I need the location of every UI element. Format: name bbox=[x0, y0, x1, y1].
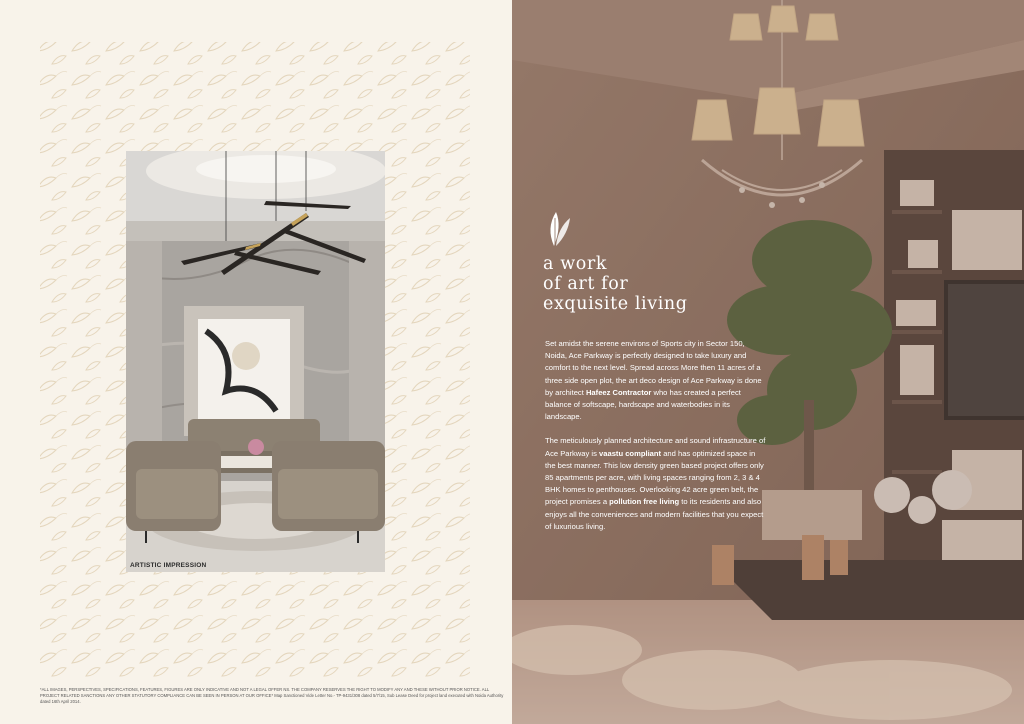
artistic-impression-caption: ARTISTIC IMPRESSION bbox=[130, 562, 207, 569]
architect-name: Hafeez Contractor bbox=[585, 387, 652, 397]
paragraph-2: The meticulously planned architecture and sound infrastructure of Ace Parkway is vaastu compliant and has optimized space in the best manner. This low density green based project offers only 85 apartments per acre, with living spaces ranging from 2, 3 & 4 BHK homes to penthouses. Overlooking 42 acre green belt, the project promises a pollution free living to its residents and also enjoys all the conveniences and modern facilities that you expect of luxurious living. bbox=[545, 436, 766, 531]
headline-line-2: of art for bbox=[543, 274, 629, 294]
leaf-logo-icon bbox=[544, 206, 574, 250]
vaastu-highlight: vaastu compliant bbox=[599, 448, 662, 458]
headline-line-1: a work bbox=[543, 254, 608, 274]
pollution-free-highlight: pollution free living bbox=[609, 497, 680, 507]
paragraph-1: Set amidst the serene environs of Sports city in Sector 150, Noida, Ace Parkway is perfectly designed to take luxury and comfort to the next level. Spread across More then 11 acres of a three side open plot, the art deco design of Ace Parkway is done by architect Hafeez Contractor who has created a perfect balance of softscape, hardscape and waterbodies in its landscape. bbox=[545, 339, 762, 422]
legal-disclaimer: *ALL IMAGES, PERSPECTIVES, SPECIFICATIONS, FEATURES, FIGURES ARE ONLY INDICATIVE AND NOT A LEGAL OFFER NS. THE COMPANY RESERVES THE RIGHT TO MODIFY ANY AND THESE WITHOUT PRIOR NOTICE. ALL PROJECT RELATED SANCTIONS ANY OTHER STATUTORY COMPLIANCE CAN BE SEEN IN PERSON AT OUR OFFICE* Map Sanctioned Vide Letter No.- TP-9431/308 dated 5/7/15, Sub Lease Deed for project land executed with Noida Authority dated 16th April 2014. bbox=[40, 687, 504, 705]
lobby-illustration bbox=[126, 151, 385, 572]
headline bbox=[543, 254, 763, 314]
body-copy bbox=[545, 338, 767, 545]
interior-photo bbox=[126, 151, 385, 572]
headline-line-3: exquisite living bbox=[543, 294, 688, 314]
